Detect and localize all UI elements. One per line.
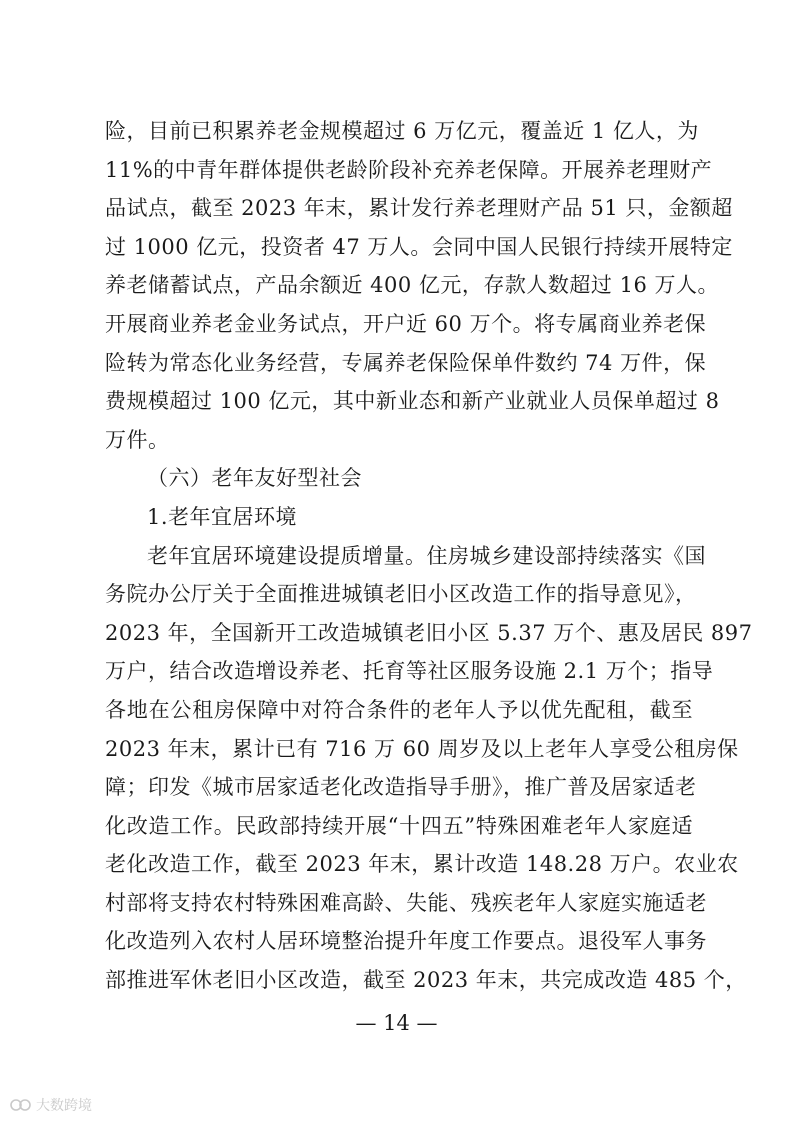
text-line: 险，目前已积累养老金规模超过 6 万亿元，覆盖近 1 亿人，为 <box>105 119 699 143</box>
text-line: 化改造工作。民政部持续开展“十四五”特殊困难老年人家庭适 <box>105 813 693 838</box>
text-line: 1.老年宜居环境 <box>147 504 298 529</box>
text-line: 部推进军休老旧小区改造，截至 2023 年末，共完成改造 485 个， <box>105 968 747 993</box>
text-line: 村部将支持农村特殊困难高龄、失能、残疾老年人家庭实施适老 <box>105 890 707 915</box>
text-line: 过 1000 亿元，投资者 47 万人。会同中国人民银行持续开展特定 <box>105 234 733 259</box>
watermark-text: 大数跨境 <box>36 1098 92 1114</box>
watermark-logo-icon <box>10 1097 32 1113</box>
text-line: 2023 年末，累计已有 716 万 60 周岁及以上老年人享受公租房保 <box>105 736 739 761</box>
text-line: 11%的中青年群体提供老龄阶段补充养老保障。开展养老理财产 <box>105 157 713 182</box>
text-line: 务院办公厅关于全面推进城镇老旧小区改造工作的指导意见》， <box>105 582 697 607</box>
text-line: 2023 年，全国新开工改造城镇老旧小区 5.37 万个、惠及居民 897 <box>105 620 753 645</box>
text-line: 老化改造工作，截至 2023 年末，累计改造 148.28 万户。农业农 <box>105 852 739 877</box>
text-line: 老年宜居环境建设提质增量。住房城乡建设部持续落实《国 <box>147 543 706 568</box>
text-line: 障；印发《城市居家适老化改造指导手册》，推广普及居家适老 <box>105 775 697 800</box>
text-line: 万户，结合改造增设养老、托育等社区服务设施 2.1 万个；指导 <box>105 659 714 684</box>
text-line: 险转为常态化业务经营，专属养老保险保单件数约 74 万件，保 <box>105 350 707 375</box>
document-body <box>105 112 753 1000</box>
text-line: （六）老年友好型社会 <box>147 466 362 491</box>
page-number: — 14 — <box>355 1011 438 1035</box>
text-line: 开展商业养老金业务试点，开户近 60 万个。将专属商业养老保 <box>105 311 707 336</box>
text-line: 万件。 <box>105 427 170 452</box>
watermark <box>10 1094 92 1116</box>
text-line: 品试点，截至 2023 年末，累计发行养老理财产品 51 只，金额超 <box>105 196 733 221</box>
text-line: 费规模超过 100 亿元，其中新业态和新产业就业人员保单超过 8 <box>105 389 720 414</box>
text-line: 各地在公租房保障中对符合条件的老年人予以优先配租，截至 <box>105 697 693 722</box>
text-line: 化改造列入农村人居环境整治提升年度工作要点。退役军人事务 <box>105 929 707 954</box>
text-line: 养老储蓄试点，产品余额近 400 亿元，存款人数超过 16 万人。 <box>105 273 720 298</box>
